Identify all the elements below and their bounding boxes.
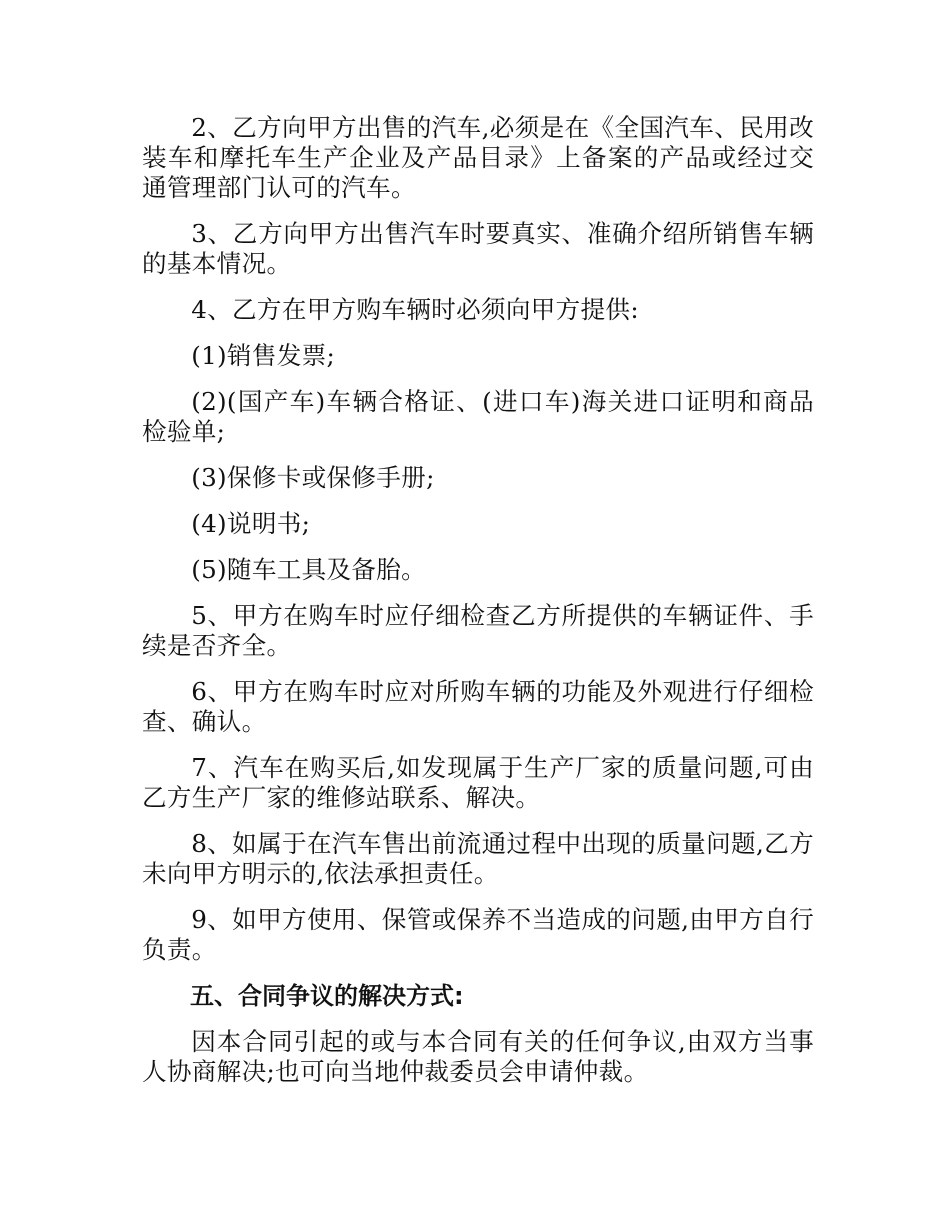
- clause-7: 7、汽车在购买后,如发现属于生产厂家的质量问题,可由乙方生产厂家的维修站联系、解决。: [142, 753, 814, 812]
- clause-4-item-5: (5)随车工具及备胎。: [191, 555, 427, 584]
- clause-2: 2、乙方向甲方出售的汽车,必须是在《全国汽车、民用改装车和摩托车生产企业及产品目录》上备案的产品或经过交通管理部门认可的汽车。: [142, 113, 814, 202]
- clause-4: 4、乙方在甲方购车辆时必须向甲方提供:: [191, 295, 639, 324]
- clause-4-item-4: (4)说明书;: [191, 509, 311, 538]
- clause-9: 9、如甲方使用、保管或保养不当造成的问题,由甲方自行负责。: [142, 905, 814, 964]
- clause-8: 8、如属于在汽车售出前流通过程中出现的质量问题,乙方未向甲方明示的,依法承担责任。: [142, 829, 814, 888]
- clause-4-item-2: (2)(国产车)车辆合格证、(进口车)海关进口证明和商品检验单;: [142, 387, 814, 446]
- clause-6: 6、甲方在购车时应对所购车辆的功能及外观进行仔细检查、确认。: [142, 677, 814, 736]
- clause-5: 5、甲方在购车时应仔细检查乙方所提供的车辆证件、手续是否齐全。: [142, 601, 814, 660]
- clause-4-item-1: (1)销售发票;: [191, 341, 336, 370]
- clause-3: 3、乙方向甲方出售汽车时要真实、准确介绍所销售车辆的基本情况。: [142, 219, 814, 278]
- section-heading: 五、合同争议的解决方式:: [190, 982, 464, 1010]
- document-page: [142, 113, 814, 1103]
- clause-4-item-3: (3)保修卡或保修手册;: [191, 463, 435, 492]
- dispute-resolution-paragraph: 因本合同引起的或与本合同有关的任何争议,由双方当事人协商解决;也可向当地仲裁委员会申请仲裁。: [142, 1027, 814, 1086]
